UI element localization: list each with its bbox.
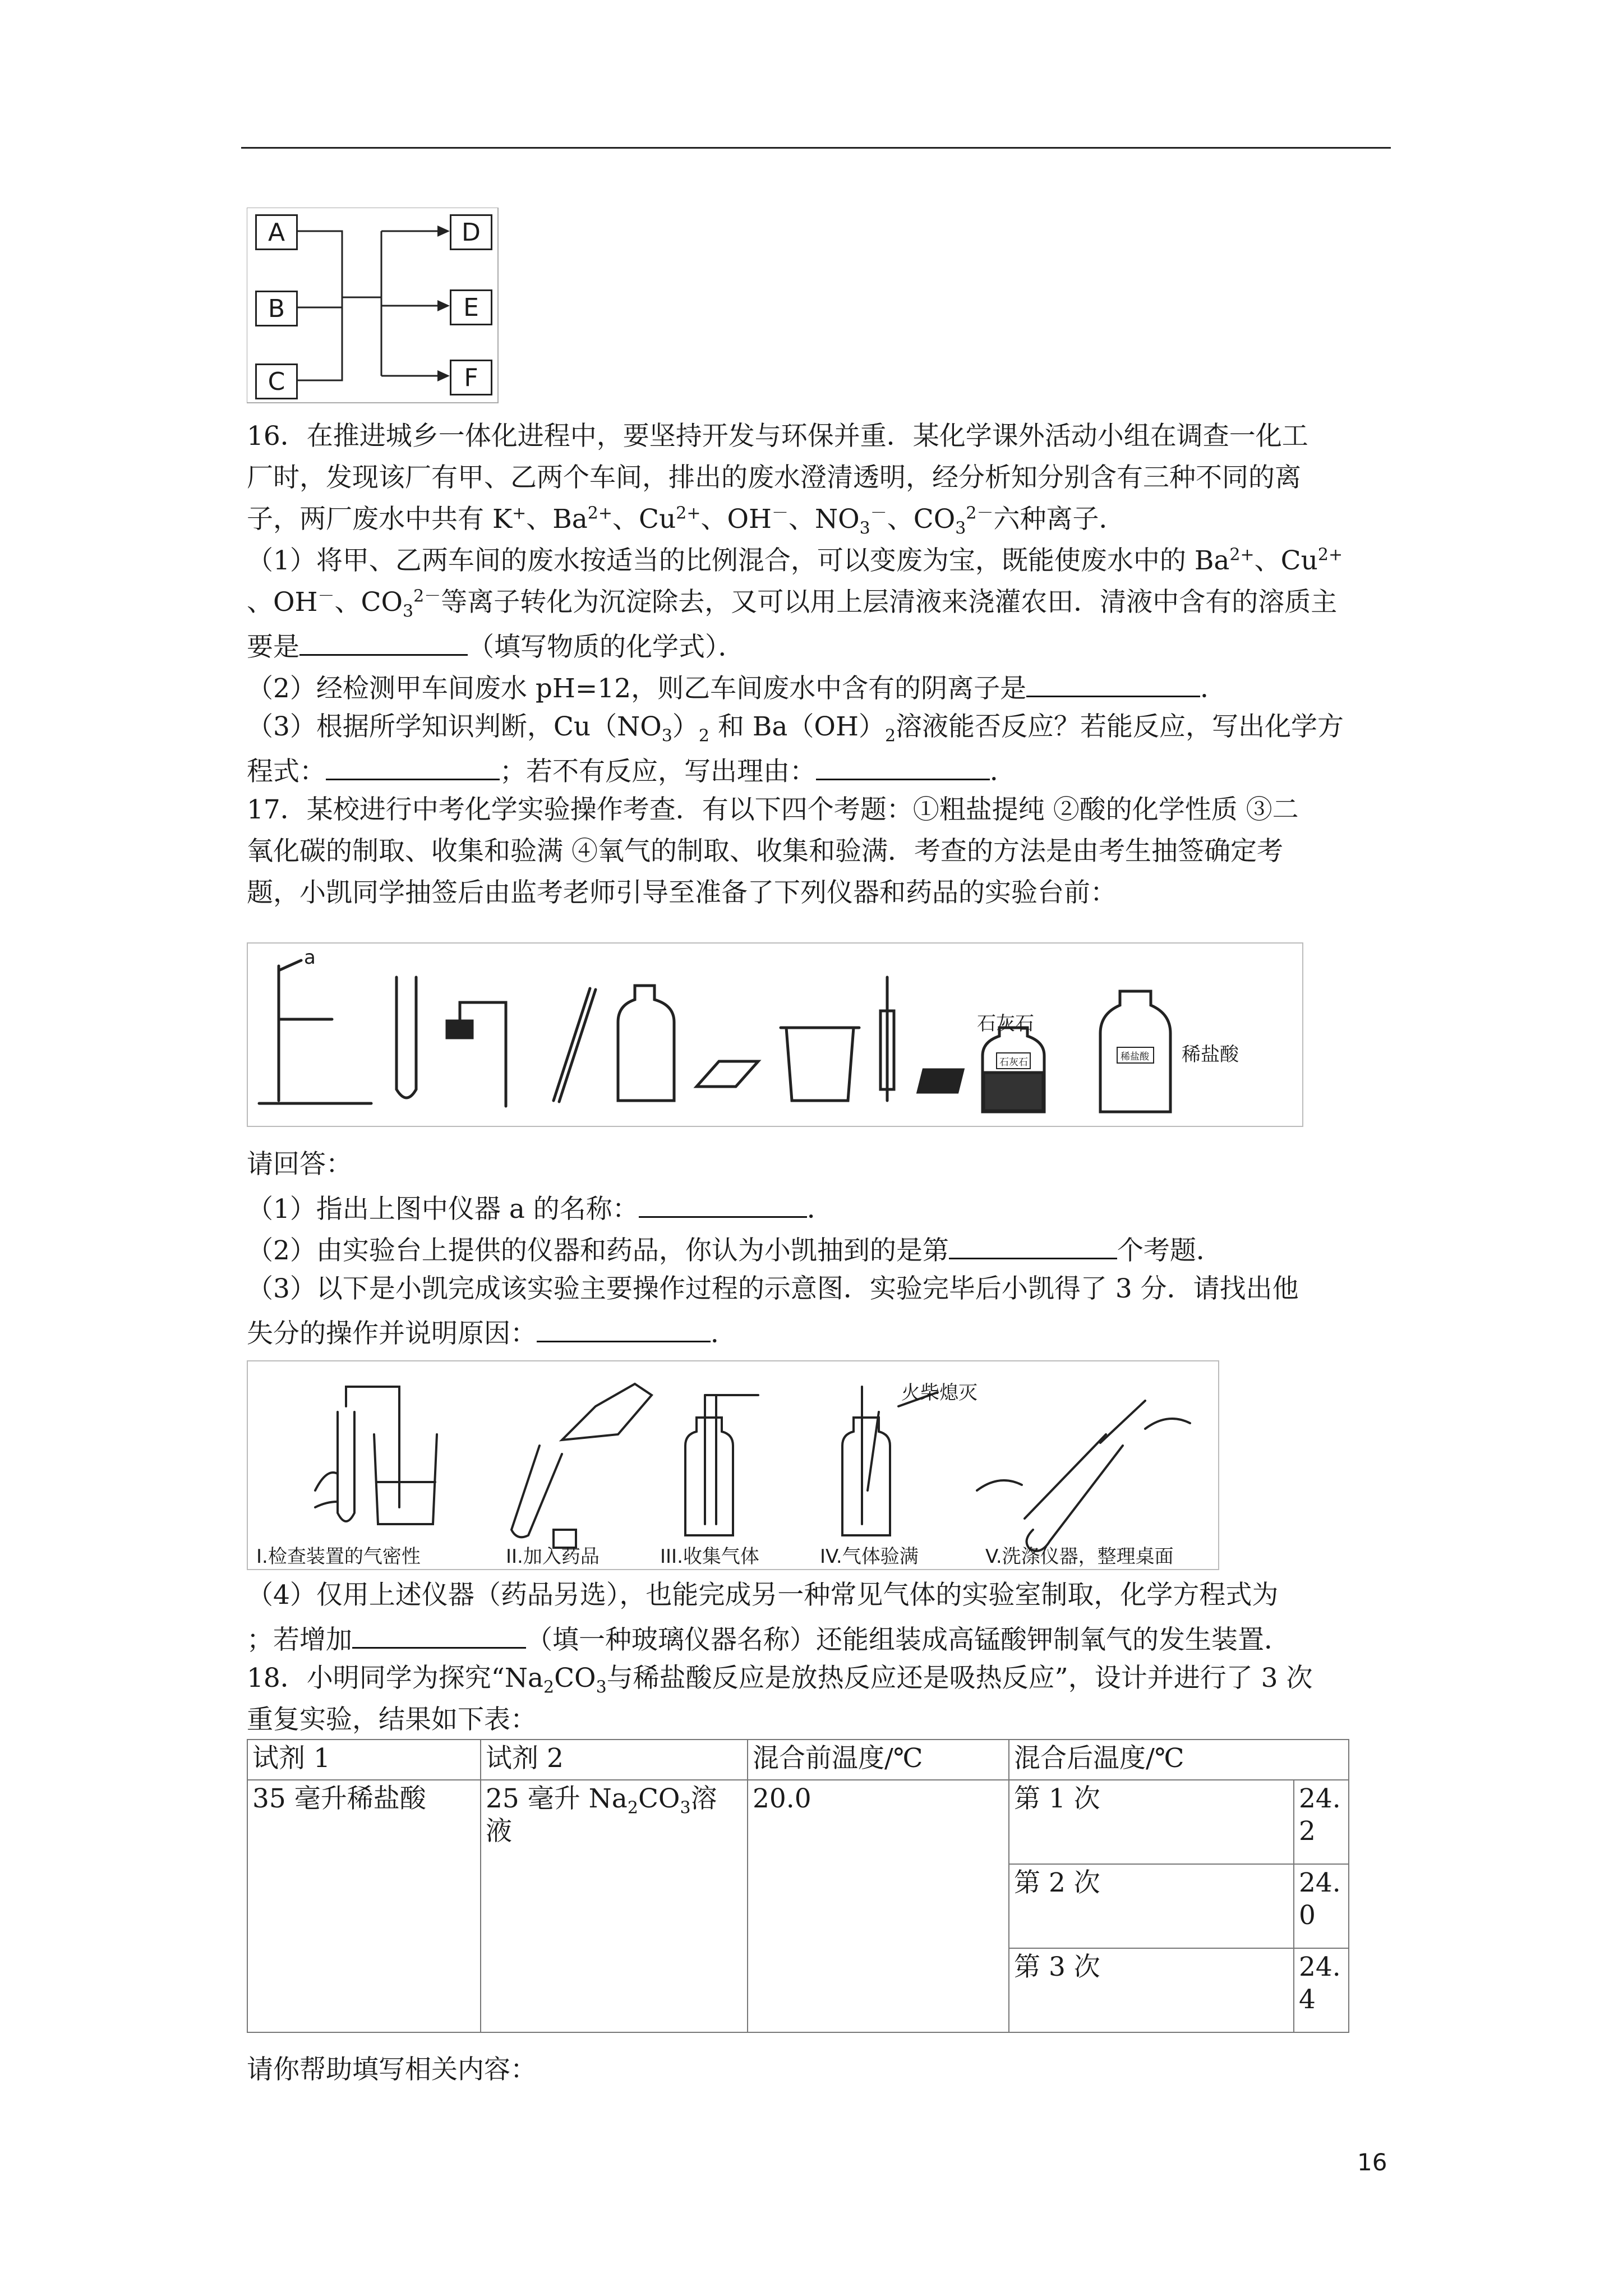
procedure-caption-4: IV.气体验满 xyxy=(820,1545,919,1568)
trial-name-cell: 第 3 次 xyxy=(1009,1948,1294,2032)
answer-blank[interactable] xyxy=(949,1231,1117,1259)
q18-footer: 请你帮助填写相关内容： xyxy=(247,2054,537,2085)
hydrochloric-acid-label: 稀盐酸 xyxy=(1182,1043,1239,1066)
jar-label-limestone: 石灰石 xyxy=(999,1057,1028,1068)
q16-part1-line-2: 、OH－、$CO_3^{2-}$等离子转化为沉淀除去，又可以用上层清液来浇灌农田．清液中含有的溶质主 xyxy=(247,586,1338,622)
results-table xyxy=(247,1739,1349,2033)
header-reagent-2: 试剂 2 xyxy=(481,1740,748,1780)
trial-value-cell: 24.2 xyxy=(1294,1780,1349,1864)
flow-box-d: D xyxy=(450,214,492,250)
reagent-1-cell: 35 毫升稀盐酸 xyxy=(247,1780,481,2032)
answer-blank[interactable] xyxy=(639,1189,807,1218)
q16-line-3: 子，两厂废水中共有 K+、$Ba^{2+}$、$Cu^{2+}$、OH－、$NO_3^-$、$CO_3^{2-}$六种离子． xyxy=(247,503,1126,539)
trial-value-cell: 24.0 xyxy=(1294,1864,1349,1948)
jar-label-acid: 稀盐酸 xyxy=(1121,1051,1149,1062)
procedure-caption-5: V.洗涤仪器，整理桌面 xyxy=(985,1545,1174,1568)
q17-line-3: 题，小凯同学抽签后由监考老师引导至准备了下列仪器和药品的实验台前： xyxy=(247,877,1117,908)
q16-part3-line-1: （3）根据所学知识判断，$Cu(NO_3)_2$ 和 $Ba(OH)_2$溶液能否反应？若能反应，写出化学方 xyxy=(247,711,1344,746)
trial-value-cell: 24.4 xyxy=(1294,1948,1349,2032)
q17-prompt: 请回答： xyxy=(247,1149,352,1180)
q16-part3-line-2: 程式： ；若不有反应，写出理由： ． xyxy=(247,752,1016,789)
q17-line-1: 17．某校进行中考化学实验操作考查．有以下四个考题：①粗盐提纯 ②酸的化学性质 ③二 xyxy=(247,794,1299,825)
temp-before-cell: 20.0 xyxy=(748,1780,1009,2032)
flow-box-a: A xyxy=(255,214,298,250)
q16-part1-line-1: （1）将甲、乙两车间的废水按适当的比例混合，可以变废为宝，既能使废水中的 $Ba^{2+}$、$Cu^{2+}$ xyxy=(247,545,1343,576)
q17-part4-line-1: （4）仅用上述仪器（药品另选），也能完成另一种常见气体的实验室制取，化学方程式为 xyxy=(247,1580,1279,1611)
q17-part1: （1）指出上图中仪器 a 的名称： ． xyxy=(247,1189,833,1226)
flow-box-f: F xyxy=(450,360,492,395)
reagent-2-cell: 25 毫升 $Na_2CO_3$溶液 xyxy=(481,1780,748,2032)
page-number: 16 xyxy=(1357,2148,1387,2176)
limestone-label: 石灰石 xyxy=(977,1013,1034,1035)
q18-line-2: 重复实验，结果如下表： xyxy=(247,1704,537,1735)
table-row xyxy=(247,1780,1349,1864)
answer-blank[interactable] xyxy=(299,627,468,656)
q16-part2: （2）经检测甲车间废水 pH=12，则乙车间废水中含有的阴离子是 ． xyxy=(247,669,1227,706)
q18-line-1: 18．小明同学为探究“$Na_2CO_3$与稀盐酸反应是放热反应还是吸热反应”，设计并进行了 3 次 xyxy=(247,1663,1313,1697)
flow-box-e: E xyxy=(450,289,492,325)
procedure-caption-3: III.收集气体 xyxy=(660,1545,759,1568)
q17-line-2: 氧化碳的制取、收集和验满 ④氧气的制取、收集和验满．考查的方法是由考生抽签确定考 xyxy=(247,836,1283,867)
q17-part2: （2）由实验台上提供的仪器和药品，你认为小凯抽到的是第 个考题． xyxy=(247,1231,1223,1268)
flow-box-b: B xyxy=(255,291,298,326)
procedure-drawing xyxy=(248,1361,1218,1569)
trial-name-cell: 第 2 次 xyxy=(1009,1864,1294,1948)
answer-blank[interactable] xyxy=(326,752,500,780)
table-header-row xyxy=(247,1740,1349,1780)
answer-blank[interactable] xyxy=(537,1314,711,1342)
answer-blank[interactable] xyxy=(352,1620,526,1649)
apparatus-drawing xyxy=(248,944,1302,1126)
answer-blank[interactable] xyxy=(1026,669,1200,697)
procedure-figure xyxy=(247,1360,1219,1570)
header-temp-before: 混合前温度/℃ xyxy=(748,1740,1009,1780)
apparatus-figure xyxy=(247,942,1303,1127)
q16-line-1: 16．在推进城乡一体化进程中，要坚持开发与环保并重．某化学课外活动小组在调查一化工 xyxy=(247,421,1308,452)
q17-part3-line-2: 失分的操作并说明原因： ． xyxy=(247,1314,737,1351)
q17-part3-line-1: （3）以下是小凯完成该实验主要操作过程的示意图．实验完毕后小凯得了 3 分．请找出他 xyxy=(247,1273,1299,1304)
answer-blank[interactable] xyxy=(816,752,990,780)
header-rule xyxy=(241,147,1391,149)
q16-part1-line-3: 要是 （填写物质的化学式）． xyxy=(247,627,745,664)
header-temp-after: 混合后温度/℃ xyxy=(1009,1740,1349,1780)
flow-box-c: C xyxy=(255,364,298,399)
header-reagent-1: 试剂 1 xyxy=(247,1740,481,1780)
procedure-caption-2: II.加入药品 xyxy=(506,1545,600,1568)
q16-line-2: 厂时，发现该厂有甲、乙两个车间，排出的废水澄清透明，经分析知分别含有三种不同的离 xyxy=(247,462,1301,493)
flow-diagram xyxy=(247,208,499,404)
procedure-caption-1: I.检查装置的气密性 xyxy=(256,1545,421,1568)
match-extinguished-label: 火柴熄灭 xyxy=(901,1382,978,1404)
q17-part4-line-2: ；若增加 （填一种玻璃仪器名称）还能组装成高锰酸钾制氧气的发生装置． xyxy=(247,1620,1290,1657)
instrument-a-label: a xyxy=(304,946,316,969)
trial-name-cell: 第 1 次 xyxy=(1009,1780,1294,1864)
